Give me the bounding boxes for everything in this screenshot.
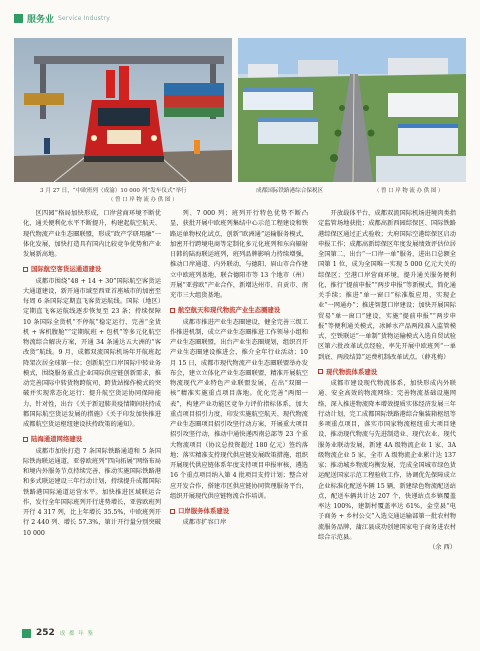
publication-name: 成 都 年 鉴 — [59, 631, 95, 637]
author-signature: （余 西） — [429, 544, 456, 551]
bonded-zone-illustration — [238, 38, 466, 182]
subheading: 现代物流体系建设 — [318, 367, 456, 377]
page-footer — [22, 628, 94, 638]
paragraph: 开放载体平台，成都双流国际机场进境肉类指定监管场地获批；成都高新西园综保区、国际铁路港综保区通过正式验收；大府国际空港综保区启动申报工作；成都高新综保区年度发展绩效评估位居全国第二，出台“一口岸一单”服务，进出口总额全国第 1 位，成为全国唯一实现 5 000 亿元大关的综保区；空港口岸营商环境，提升通关服务便利化，推行“提前申报”“两步申报”等新模式，简化通关手续；推进“单一窗口”标准版应用，实现企业“一网通办”；推进智慧口岸建设；加快开展国际贸易“单一窗口”建设，实施“提前申报”“两步申报”等便利通关模式，冰鲜水产品两段准入监管模式、空铁联运“一单制”货物运输模式入选自贸试验区第六批改革试点经验，率先开展中欧班列“一单到底、两段结算”运费机制改革试点。（薛兆梅） — [318, 210, 456, 361]
subheading-box-icon — [318, 369, 323, 374]
page-number: 252 — [36, 628, 55, 638]
paragraph: 成都市推进产业生态圈建设，健全完善三级工作推进机制，成立产业生态圈推进工作领导小组和产业生态圈联盟，出台产业生态圈规划，组织召开产业生态圈建设推进会，推介全年行业活动；10 月 15 日，成都市现代物流产业生态圈联盟举办发布会，建立立体化产业生态圈联盟，精准开展航空物流现代产业特色产业联盟发展，在出“双圈一核”精准实施重点项目落地。优化完善“两图一表”，构建产业功能区竞争力评价指标体系，加大重点项目招引力度，印发实施航空航天、现代物流产业生态圈项目招引攻坚行动方案，开展重大项目招引攻坚行动，推动中通快递西南总部等 23 个重大物流项目（协议总投资超过 180 亿元）签约落地；落实精准支持现代供应链发展政策措施，组织开展现代供应链体系年度支持项目申报审核，遴选 16 个重点项目纳入第 4 批项目支持计划；整合对应开发合作，搭建市区供应链协同管理服务平台，组织开展现代供应链物流合作培训。 — [170, 318, 308, 500]
subheading: 航空航天和现代物流产业生态圈建设 — [170, 305, 308, 315]
text-column-2 — [170, 209, 308, 529]
paragraph: 成都市扩容口岸 — [182, 519, 227, 527]
subheading: 国际航空客货运通道建设 — [23, 264, 161, 274]
section-title-en: Service Industry — [58, 14, 110, 22]
text-column-3 — [318, 209, 456, 553]
subheading-box-icon — [23, 437, 28, 442]
paragraph: 成都市加快打造 7 条国际铁路通道和 5 条国际铁海联运通道，亚蓉欧班列“四向拓展”网络布局和境内外服务节点持续完善，推动实施国际铁路港和多式联运建设三年行动计划，持续提升成都国际铁路港国际通道运营水平。加快推进区域联运合作，发行全年国际班列开行进势增长，亚蓉欧班列开行 4 317 列，比上年增长 35.5%，中欧班列开行 2 440 列、增长 57.3%，第计开行量分别突破 10 000 — [23, 447, 161, 537]
photo-left-credit: （ 曾 口 岸 物 流 办 供 图 ） — [108, 197, 178, 203]
photo-left-caption: 3 月 27 日，“中欧班列（成渝）10 000 列”发车仪式”举行 — [40, 188, 187, 194]
subheading-box-icon — [23, 267, 28, 272]
subheading: 口岸服务体系建设 — [170, 506, 308, 516]
photo-right-credit: （ 曾 口 岸 物 流 办 供 图 ） — [374, 188, 444, 194]
section-header — [14, 10, 110, 26]
freight-train-illustration — [14, 38, 232, 182]
paragraph: 列、7 000 列；班列开行特色优势不断凸显，获批开展中欧班列集结中心示范工程建设和铁路运单物权化试点，创新“欧洲通”运输服务模式，加密开行跨境电商等定制化多元化班列和东向辐射日韩的陆海联运班列，班列品牌影响力持续增强，推动口岸通道、内外联动，与德阳、眉山市合作建立中欧班列基地，联合德阳市等 13 个地市（州）开展“亚蓉欧”产业合作，新增达州市、自贡市、南充市三大组货基地。 — [170, 210, 308, 299]
footer-marker-icon — [22, 629, 31, 638]
subheading-box-icon — [170, 308, 175, 313]
paragraph: 区四园”格局加快形成，口岸营商环境不断优化，通关便利化水平不断提升，构建起航空航天、现代物流产业生态圈联盟，形成“政产学研用融”一体化发展，加快打造具有国内比较竞争优势和产业发展新高地。 — [23, 210, 161, 258]
subheading-box-icon — [170, 509, 175, 514]
text-column-1 — [23, 209, 161, 539]
photo-right-caption: 成都国际铁路港综合保税区 — [256, 188, 324, 194]
section-title: 服务业 — [27, 14, 55, 25]
photo-freight-train — [14, 38, 232, 182]
subheading: 陆海通道网络建设 — [23, 434, 161, 444]
paragraph: 成都市建设现代物流体系，加快形成内外联通、安全高效的物流网络；完善物流基础设施网络，深入推进物流降本增效提质实体经济发展三年行动计划，完工成都国际铁路港综合集装箱枢纽等多项重点项目，落实市国家物流枢纽重大项目建设，推动现代物流与先进制造业、现代农业、现代服务业联动发展，新建 4A 级物流企业 1 家、3A 级物流企业 5 家，全市 A 级物流企业累计达 137 家；推动城乡物流均衡发展，完成全国城市绿色货运配送国家示范工程验收工作，协调优先保障成立企业标准化配送车辆 15 辆，新建绿色物流配送站点，配送车辆共计达 207 个，快递站点乡镇覆盖率达 100%，建制村覆盖率达 61%，金堂县“电子商务 + 乡村公交”入选交通运输部第一批农村物流服务品牌，蒲江县成功创建国家电子商务进农村综合示范县。 — [318, 380, 456, 541]
paragraph: 成都市围绕“48 + 14 + 30”国际航空客货运大通道建设，新开通市域至西亚首座城市的加密至每周 6 条国际定期直飞客货运航线。国际（地区）定期直飞客运航线逐步恢复至 23 条；持续保障 10 条国际全货机“不停航”稳定运行，完善“全货机 + 客机腹舱”“定期航班 + 包机”等多元化航空物流综合解决方案，开通 34 条通达五大洲的“客改货”航线。9 月，成都双流国际机场年开航班起降架次居全球第一位；创新航空口岸国际中转业务模式，围绕服务重点企业国际供应链创新需求，推动完善国际中转货物跨航司、跨货站操作模式的突破并实现常态化运行；提升航空货运协同保障能力，针对性，出台《关于新冠肺炎疫情期间扶持成都国际航空货运发展的措施》《关于印发加快推进成都航空货运枢纽建设扶持政策的通知》。 — [23, 277, 161, 428]
photo-bonded-zone — [238, 38, 466, 182]
section-marker-icon — [14, 14, 23, 23]
